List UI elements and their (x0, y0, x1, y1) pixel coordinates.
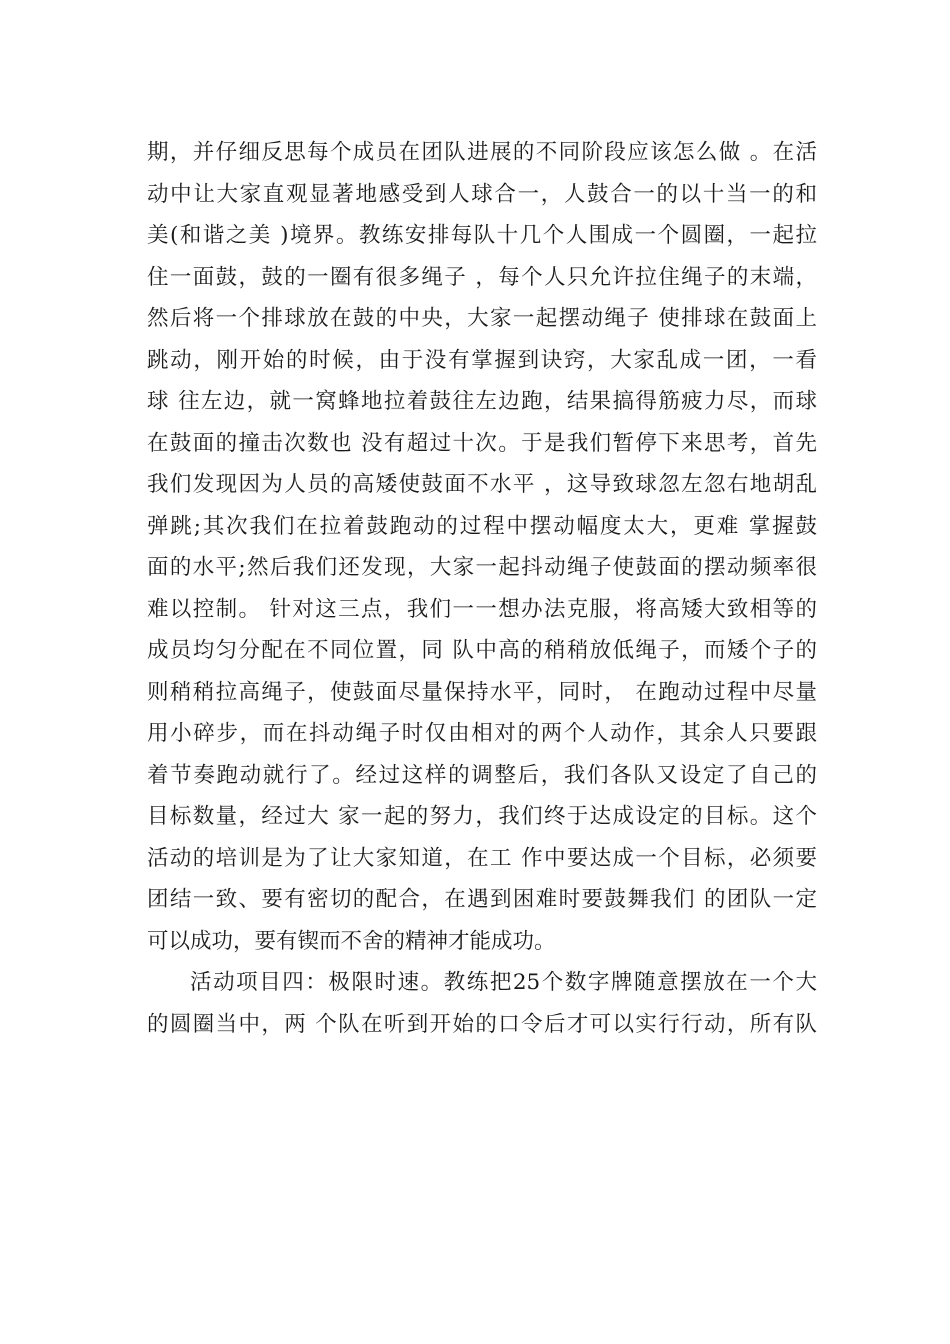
paragraph-2 (147, 962, 817, 1045)
text-line: 住一面鼓，鼓的一圈有很多绳子 ，每个人只允许拉住绳子的末端， (147, 264, 817, 290)
text-line: 活动项目四：极限时速。教练把25个数字牌随意摆放在一个大 (190, 970, 817, 995)
text-line: 球 往左边，就一窝蜂地拉着鼓往左边跑，结果搞得筋疲力尽，而球 (147, 389, 817, 414)
text-line: 动中让大家直观显著地感受到人球合一，人鼓合一的以十当一的和 (147, 181, 817, 207)
text-line: 团结一致、要有密切的配合，在遇到困难时要鼓舞我们 的团队一定 (147, 887, 817, 912)
text-line: 难以控制。 针对这三点，我们一一想办法克服，将高矮大致相等的 (147, 596, 817, 622)
text-line: 跳动，刚开始的时候，由于没有掌握到诀窍，大家乱成一团，一看 (147, 347, 817, 373)
text-line: 的圆圈当中，两 个队在听到开始的口令后才可以实行行动，所有队 (147, 1011, 817, 1037)
text-line: 用小碎步，而在抖动绳子时仅由相对的两个人动作，其余人只要跟 (147, 721, 817, 746)
text-line: 面的水平;然后我们还发现，大家一起抖动绳子使鼓面的摆动频率很 (147, 555, 817, 580)
paragraph-1 (147, 132, 817, 962)
text-line: 目标数量，经过大 家一起的努力，我们终于达成设定的目标。这个 (147, 804, 817, 829)
text-line: 在鼓面的撞击次数也 没有超过十次。于是我们暂停下来思考，首先 (147, 430, 817, 456)
text-line: 然后将一个排球放在鼓的中央，大家一起摆动绳子 使排球在鼓面上 (147, 306, 817, 331)
text-line: 期，并仔细反思每个成员在团队进展的不同阶段应该怎么做 。在活 (147, 140, 817, 165)
text-line: 成员均匀分配在不同位置，同 队中高的稍稍放低绳子，而矮个子的 (147, 638, 817, 663)
text-line: 美(和谐之美 )境界。教练安排每队十几个人围成一个圆圈，一起拉 (147, 223, 817, 248)
text-line: 则稍稍拉高绳子，使鼓面尽量保持水平，同时， 在跑动过程中尽量 (147, 679, 817, 705)
text-line: 可以成功，要有锲而不舍的精神才能成功。 (147, 928, 556, 954)
text-line: 弹跳;其次我们在拉着鼓跑动的过程中摆动幅度太大，更难 掌握鼓 (147, 513, 817, 539)
text-line: 着节奏跑动就行了。经过这样的调整后，我们各队又设定了自己的 (147, 762, 817, 788)
text-line: 活动的培训是为了让大家知道，在工 作中要达成一个目标，必须要 (147, 845, 817, 871)
body-text (147, 132, 817, 1045)
text-line: 我们发现因为人员的高矮使鼓面不水平 ，这导致球忽左忽右地胡乱 (147, 472, 817, 497)
